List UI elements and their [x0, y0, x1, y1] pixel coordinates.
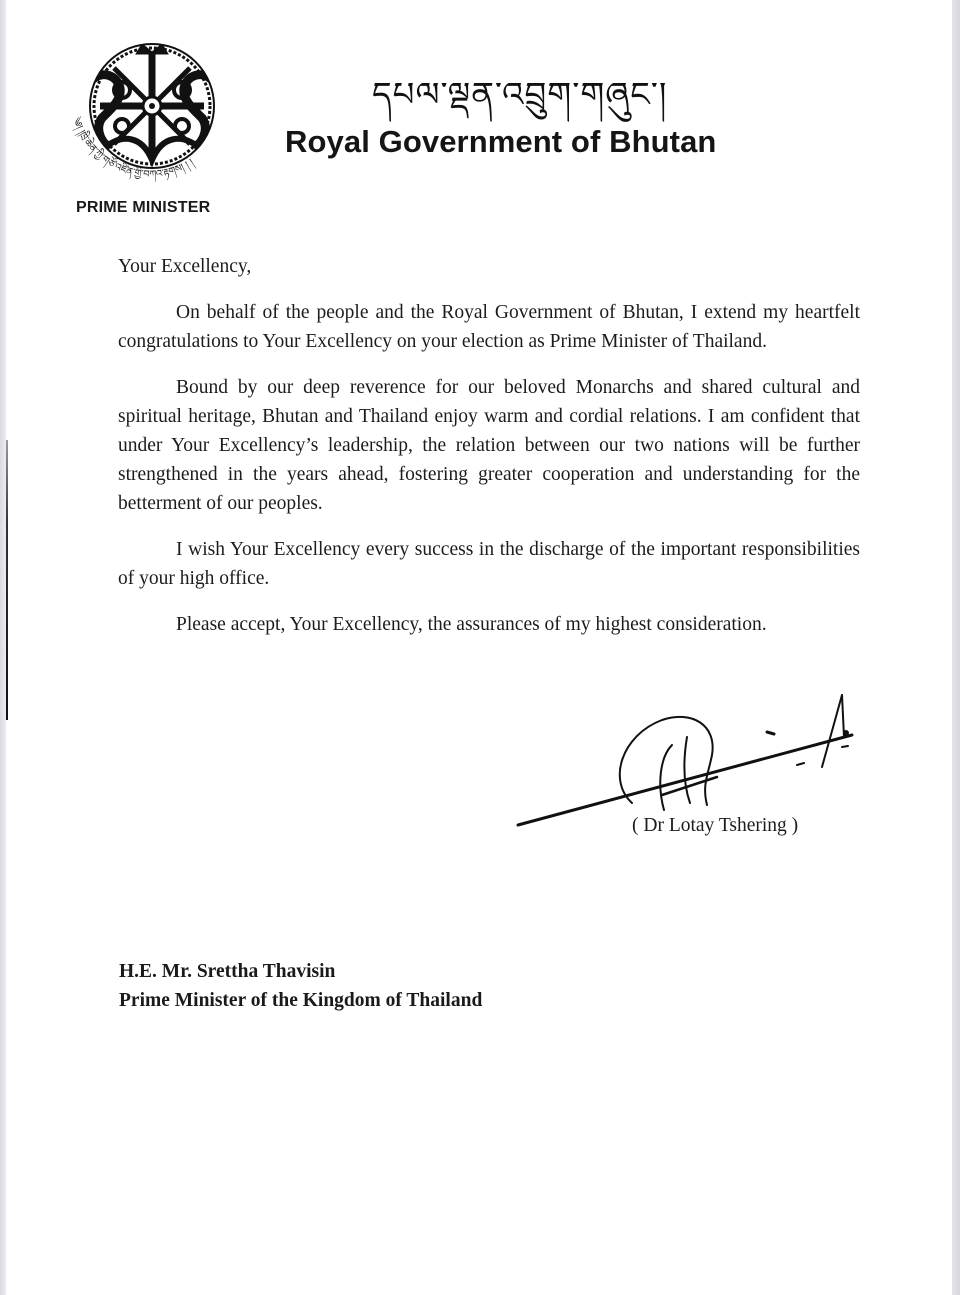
- paragraph: On behalf of the people and the Royal Government of Bhutan, I extend my heartfelt congratulations to Your Excellency on your election as Prime Minister of Thailand.: [118, 302, 860, 352]
- paragraph: I wish Your Excellency every success in the discharge of the important responsibilities of your high office.: [118, 539, 860, 589]
- emblem-caption: PRIME MINISTER: [76, 199, 211, 216]
- viewer-right-edge: [952, 0, 960, 1295]
- paragraph: Please accept, Your Excellency, the assurances of my highest consideration.: [176, 614, 767, 635]
- paragraph: Bound by our deep reverence for our beloved Monarchs and shared cultural and spiritual heritage, Bhutan and Thailand enjoy warm and cordial relations. I am confident that under Your Excellency’s leadership, the relation between our two nations will be further strengthened in the years ahead, fostering greater cooperation and understanding for the betterment of our peoples.: [118, 377, 860, 514]
- title-english: Royal Government of Bhutan: [285, 124, 717, 159]
- recipient-name: H.E. Mr. Srettha Thavisin: [119, 961, 336, 982]
- signature-icon: [512, 685, 872, 835]
- royal-emblem-icon: [62, 40, 242, 200]
- recipient-block: [119, 957, 482, 1015]
- letter-body: [118, 252, 860, 656]
- recipient-title: Prime Minister of the Kingdom of Thailand: [119, 990, 483, 1011]
- salutation: Your Excellency,: [118, 256, 252, 277]
- signatory-name: ( Dr Lotay Tshering ): [632, 815, 799, 836]
- title-dzongkha: དཔལ་ལྡན་འབྲུག་གཞུང་།: [372, 75, 668, 115]
- svg-text:༄། །ཁྲི་ཆེན་ཀྱི་གཙོ་འཛིན་གྱི་བ: ༄། །ཁྲི་ཆེན་ཀྱི་གཙོ་འཛིན་གྱི་བཀའ་རྟགས། ། །: [70, 115, 196, 181]
